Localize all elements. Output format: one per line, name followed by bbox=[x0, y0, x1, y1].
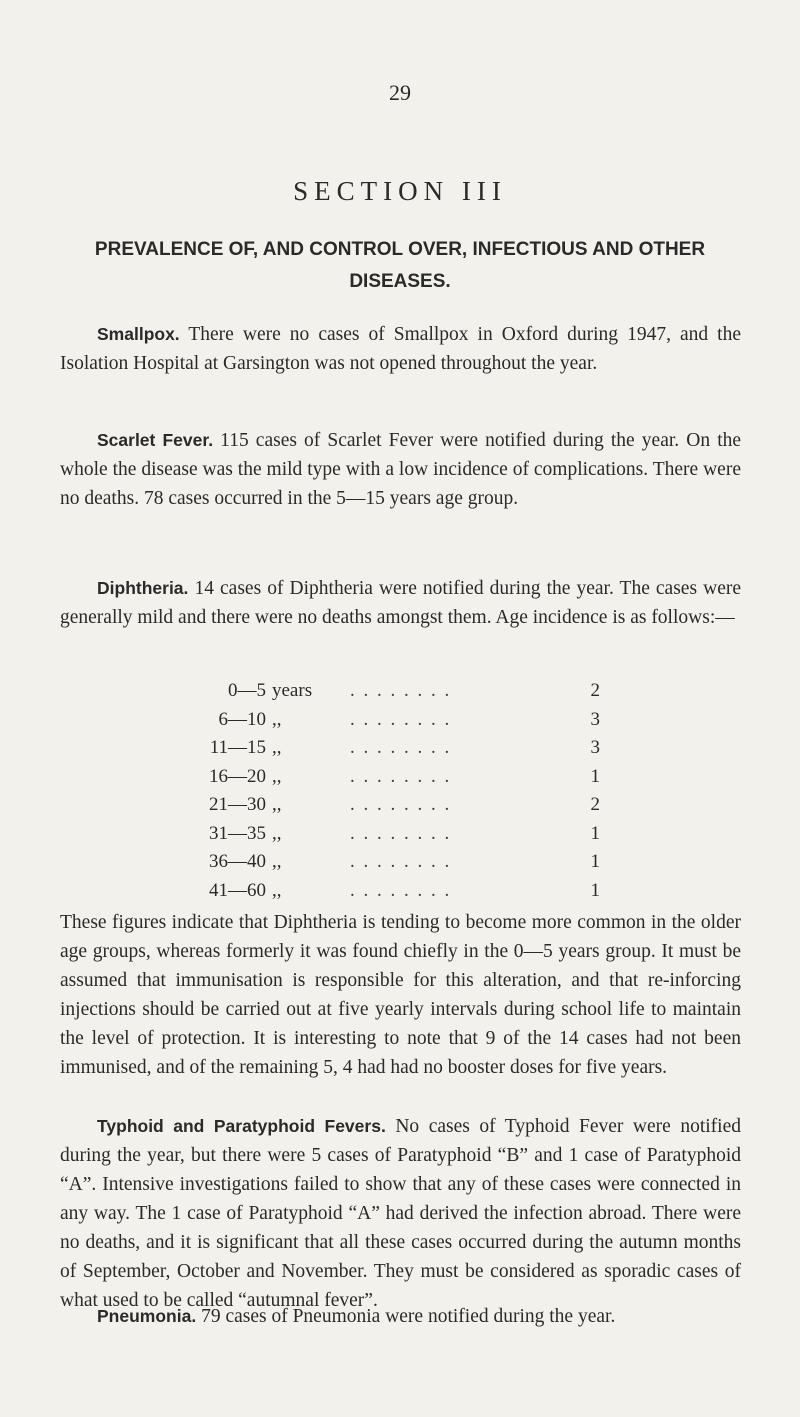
age-incidence-table bbox=[200, 680, 600, 908]
scarlet-fever-text: 115 cases of Scarlet Fever were notified during the year. On the whole the disease was the mild type with a low incidence of complications. There were no deaths. 78 cases occurred in the 5—15 years age group. bbox=[60, 430, 742, 509]
age-unit: ,, bbox=[272, 737, 282, 758]
smallpox-paragraph bbox=[60, 320, 741, 378]
typhoid-heading: Typhoid and Paratyphoid Fevers. bbox=[97, 1116, 386, 1136]
age-unit: years bbox=[272, 680, 313, 701]
diphtheria-paragraph bbox=[60, 574, 741, 632]
table-row bbox=[200, 794, 600, 823]
dot-leader: . . . . . . . . bbox=[350, 765, 452, 787]
age-unit: ,, bbox=[272, 851, 282, 872]
age-unit: ,, bbox=[272, 708, 282, 730]
age-range: 21—30 bbox=[209, 794, 266, 815]
table-row bbox=[200, 680, 600, 709]
pneumonia-heading: Pneumonia. bbox=[97, 1306, 197, 1326]
table-row bbox=[200, 851, 600, 880]
dot-leader: . . . . . . . . bbox=[350, 794, 452, 815]
diphtheria-heading: Diphtheria. bbox=[97, 578, 189, 598]
scarlet-fever-paragraph bbox=[60, 426, 741, 513]
case-count: 1 bbox=[590, 879, 600, 901]
smallpox-text: There were no cases of Smallpox in Oxford during 1947, and the Isolation Hospital at Garsington was not opened throughout the year. bbox=[60, 324, 741, 374]
smallpox-heading: Smallpox. bbox=[97, 324, 180, 344]
table-row bbox=[200, 823, 600, 852]
table-row bbox=[200, 709, 600, 738]
pneumonia-text: 79 cases of Pneumonia were notified during the year. bbox=[201, 1306, 616, 1327]
age-range: 11—15 bbox=[209, 737, 266, 758]
typhoid-paragraph bbox=[60, 1112, 741, 1315]
case-count: 3 bbox=[590, 737, 600, 758]
table-row bbox=[200, 880, 600, 909]
typhoid-text: No cases of Typhoid Fever were notified during the year, but there were 5 cases of Paratyphoid “B” and 1 case of Paratyphoid “A”. Intensive investigations failed to show that any of these cases were connected in any way. The 1 case of Paratyphoid “A” had derived the infection abroad. There were no deaths, and it is significant that all these cases occurred during the autumn months of September, October and November. They must be considered as sporadic cases of what used to be called “autumnal fever”. bbox=[60, 1116, 741, 1311]
dot-leader: . . . . . . . . bbox=[350, 879, 452, 901]
case-count: 3 bbox=[590, 708, 600, 730]
main-title: PREVALENCE OF, AND CONTROL OVER, INFECTIOUS AND OTHER DISEASES. bbox=[94, 239, 706, 292]
section-title: SECTION III bbox=[293, 176, 507, 206]
pneumonia-paragraph bbox=[60, 1302, 741, 1331]
age-range: 36—40 bbox=[209, 851, 266, 872]
age-range: 0—5 bbox=[228, 680, 266, 701]
age-unit: ,, bbox=[272, 822, 282, 844]
age-range: 6—10 bbox=[218, 708, 266, 730]
scarlet-fever-heading: Scarlet Fever. bbox=[97, 430, 214, 450]
age-range: 16—20 bbox=[209, 765, 266, 787]
table-row bbox=[200, 737, 600, 766]
dot-leader: . . . . . . . . bbox=[350, 851, 452, 872]
age-unit: ,, bbox=[272, 879, 282, 901]
diphtheria-followup-paragraph: These figures indicate that Diphtheria is tending to become more common in the older age groups, whereas formerly it was found chiefly in the 0—5 years group. It must be assumed that immunisation is responsible for this alteration, and that re-inforcing injections should be carried out at five yearly intervals during school life to maintain the level of protection. It is interesting to note that 9 of the 14 cases had not been immunised, and of the remaining 5, 4 had had no booster doses for five years. bbox=[60, 912, 741, 1078]
dot-leader: . . . . . . . . bbox=[350, 708, 452, 730]
case-count: 2 bbox=[590, 680, 600, 701]
case-count: 1 bbox=[590, 822, 600, 844]
page-number: 29 bbox=[389, 80, 411, 105]
diphtheria-text: 14 cases of Diphtheria were notified during the year. The cases were generally mild and there were no deaths amongst them. Age incidence is as follows:— bbox=[60, 578, 741, 628]
table-row bbox=[200, 766, 600, 795]
dot-leader: . . . . . . . . bbox=[350, 737, 452, 758]
dot-leader: . . . . . . . . bbox=[350, 822, 452, 844]
age-unit: ,, bbox=[272, 765, 282, 787]
age-range: 41—60 bbox=[209, 879, 266, 901]
case-count: 2 bbox=[590, 794, 600, 815]
dot-leader: . . . . . . . . bbox=[350, 680, 452, 701]
age-range: 31—35 bbox=[209, 822, 266, 844]
case-count: 1 bbox=[590, 765, 600, 787]
age-unit: ,, bbox=[272, 794, 282, 815]
case-count: 1 bbox=[590, 851, 600, 872]
